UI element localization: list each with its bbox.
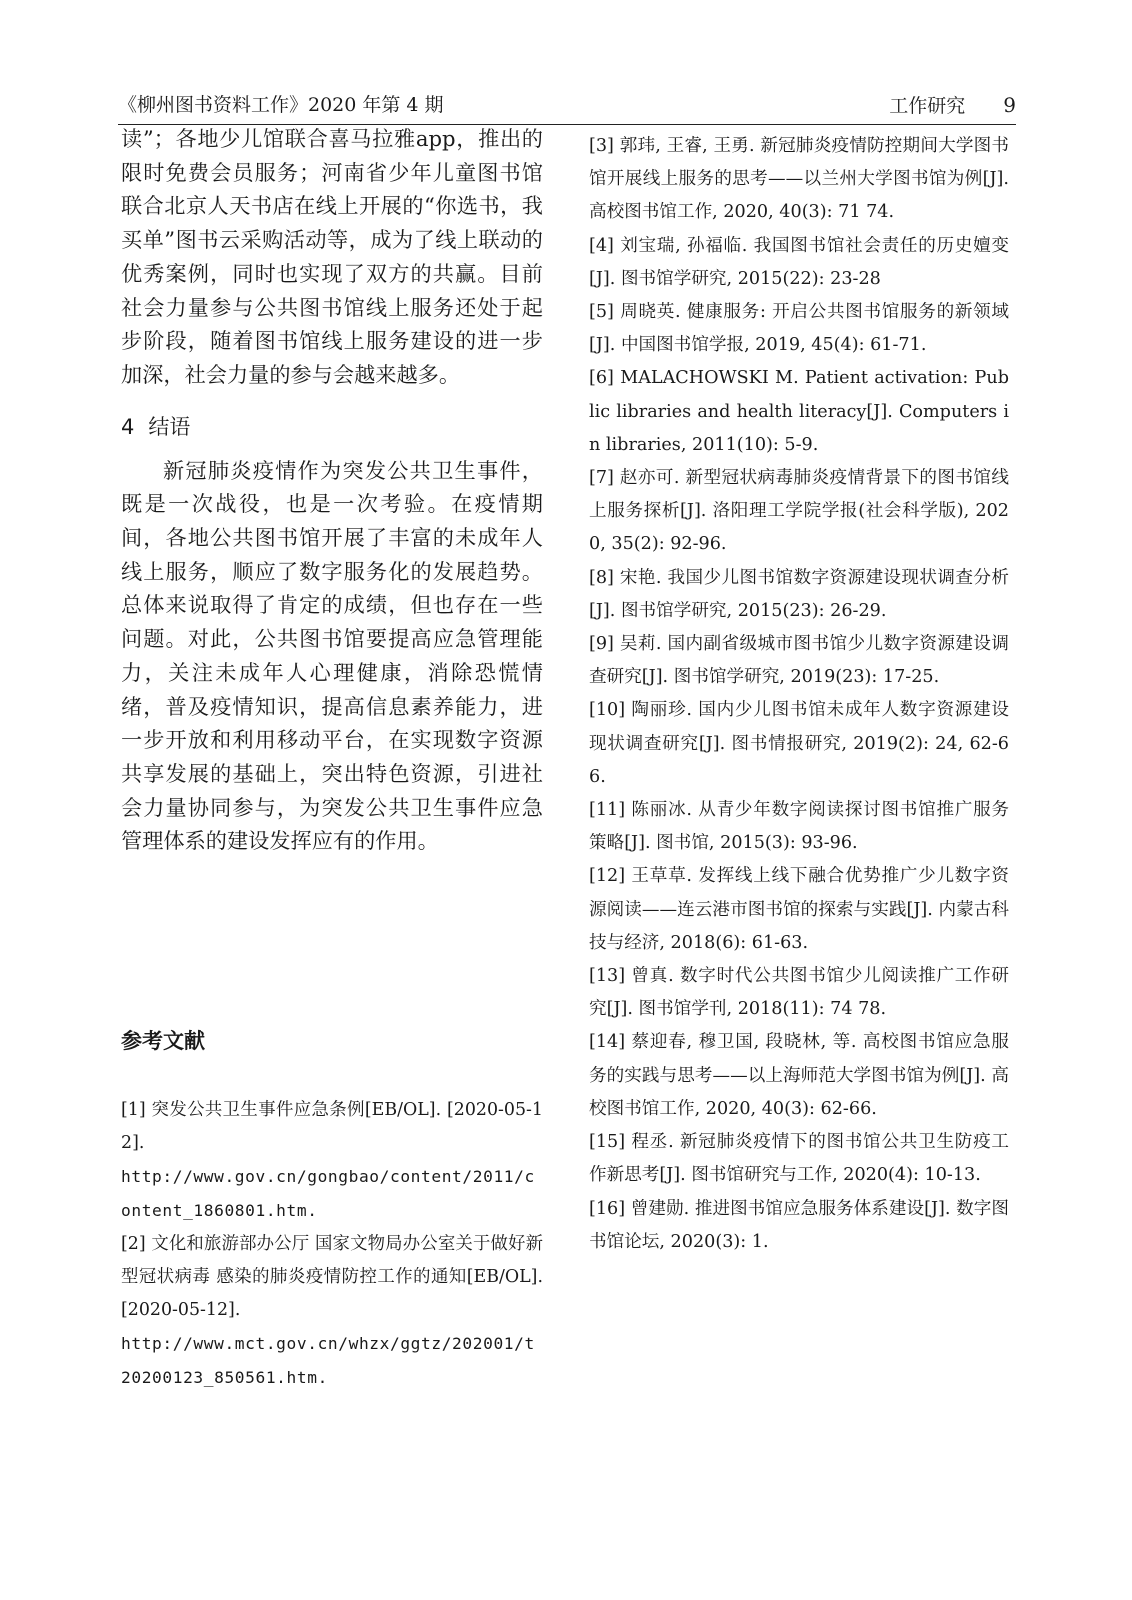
- reference-item: [5] 周晓英. 健康服务: 开启公共图书馆服务的新领域[J]. 中国图书馆学报, 2019, 45(4): 61-71.: [589, 302, 1009, 356]
- reference-2-text: [2] 文化和旅游部办公厅 国家文物局办公室关于做好新型冠状病毒 感染的肺炎疫情防控工作的通知[EB/OL]. [2020-05-12].: [121, 1234, 543, 1320]
- running-header: [118, 93, 1016, 125]
- section-number: 4: [121, 414, 135, 439]
- reference-item: [14] 蔡迎春, 穆卫国, 段晓林, 等. 高校图书馆应急服务的实践与思考——以上海师范大学图书馆为例[J]. 高校图书馆工作, 2020, 40(3): 62-66.: [589, 1032, 1009, 1119]
- continued-paragraph: 读”；各地少儿馆联合喜马拉雅app，推出的限时免费会员服务；河南省少年儿童图书馆联合北京人天书店在线上开展的“你选书，我买单”图书云采购活动等，成为了线上联动的优秀案例，同时也实现了双方的共赢。目前社会力量参与公共图书馆线上服务还处于起步阶段，随着图书馆线上服务建设的进一步加深，社会力量的参与会越来越多。: [121, 126, 543, 387]
- reference-item: [10] 陶丽珍. 国内少儿图书馆未成年人数字资源建设现状调查研究[J]. 图书情报研究, 2019(2): 24, 62-66.: [589, 700, 1009, 787]
- reference-1-text: [1] 突发公共卫生事件应急条例[EB/OL]. [2020-05-12].: [121, 1100, 543, 1153]
- references-left: [121, 1094, 543, 1395]
- page-number: 9: [1003, 93, 1016, 117]
- reference-item: [7] 赵亦可. 新型冠状病毒肺炎疫情背景下的图书馆线上服务探析[J]. 洛阳理工学院学报(社会科学版), 2020, 35(2): 92-96.: [589, 468, 1009, 555]
- conclusion-paragraph: 新冠肺炎疫情作为突发公共卫生事件，既是一次战役，也是一次考验。在疫情期间，各地公共图书馆开展了丰富的未成年人线上服务，顺应了数字服务化的发展趋势。总体来说取得了肯定的成绩，但也存在一些问题。对此，公共图书馆要提高应急管理能力，关注未成年人心理健康，消除恐慌情绪，普及疫情知识，提高信息素养能力，进一步开放和利用移动平台，在实现数字资源共享发展的基础上，突出特色资源，引进社会力量协同参与，为突发公共卫生事件应急管理体系的建设发挥应有的作用。: [121, 457, 543, 854]
- reference-item: [16] 曾建勋. 推进图书馆应急服务体系建设[J]. 数字图书馆论坛, 2020(3): 1.: [589, 1198, 1009, 1252]
- left-column: [121, 122, 543, 858]
- section-title: 结语: [148, 414, 191, 439]
- header-right: [889, 93, 1016, 118]
- reference-item: [3] 郭玮, 王睿, 王勇. 新冠肺炎疫情防控期间大学图书馆开展线上服务的思考——以兰州大学图书馆为例[J]. 高校图书馆工作, 2020, 40(3): 71 74.: [589, 136, 1009, 223]
- reference-item: [9] 吴莉. 国内副省级城市图书馆少儿数字资源建设调查研究[J]. 图书馆学研究, 2019(23): 17-25.: [589, 634, 1009, 688]
- references-title: 参考文献: [121, 1029, 205, 1053]
- reference-item: [12] 王草草. 发挥线上线下融合优势推广少儿数字资源阅读——连云港市图书馆的探索与实践[J]. 内蒙古科技与经济, 2018(6): 61-63.: [589, 866, 1009, 953]
- reference-item: [4] 刘宝瑞, 孙福临. 我国图书馆社会责任的历史嬗变[J]. 图书馆学研究, 2015(22): 23-28: [589, 235, 1009, 289]
- reference-1-url: http://www.gov.cn/gongbao/content/2011/content_1860801.htm.: [121, 1167, 535, 1220]
- references-right: [589, 130, 1009, 1259]
- reference-2-url: http://www.mct.gov.cn/whzx/ggtz/202001/t20200123_850561.htm.: [121, 1334, 535, 1387]
- reference-item: [15] 程丞. 新冠肺炎疫情下的图书馆公共卫生防疫工作新思考[J]. 图书馆研究与工作, 2020(4): 10-13.: [589, 1132, 1009, 1186]
- reference-item: [13] 曾真. 数字时代公共图书馆少儿阅读推广工作研究[J]. 图书馆学刊, 2018(11): 74 78.: [589, 966, 1009, 1020]
- section-name: 工作研究: [889, 95, 966, 117]
- section-heading: [121, 412, 543, 442]
- reference-item: [11] 陈丽冰. 从青少年数字阅读探讨图书馆推广服务策略[J]. 图书馆, 2015(3): 93-96.: [589, 800, 1009, 854]
- reference-1: [121, 1094, 543, 1228]
- reference-item: [6] MALACHOWSKI M. Patient activation: Public libraries and health literacy[J]. Computers in libraries, 2011(10): 5-9.: [589, 368, 1009, 455]
- reference-2: [121, 1228, 543, 1395]
- journal-title: 《柳州图书资料工作》2020 年第 4 期: [118, 94, 444, 116]
- reference-item: [8] 宋艳. 我国少儿图书馆数字资源建设现状调查分析[J]. 图书馆学研究, 2015(23): 26-29.: [589, 567, 1009, 621]
